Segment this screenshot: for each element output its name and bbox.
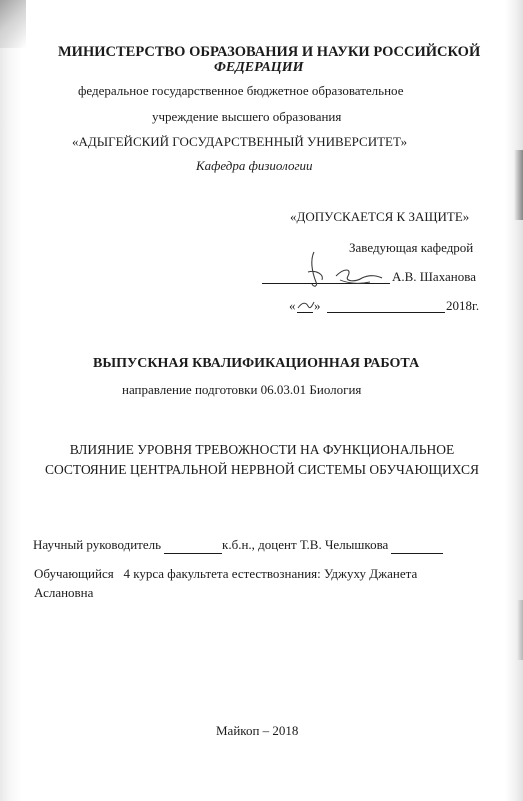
date-day-line [297, 312, 313, 313]
date-year: 2018г. [446, 298, 480, 313]
supervisor-trailing-line [391, 537, 443, 554]
ministry-line-1: МИНИСТЕРСТВО ОБРАЗОВАНИЯ И НАУКИ РОССИЙСКОЙ [58, 44, 481, 60]
supervisor-value: к.б.н., доцент Т.В. Челышкова [222, 537, 389, 552]
thesis-topic: ВЛИЯНИЕ УРОВНЯ ТРЕВОЖНОСТИ НА ФУНКЦИОНАЛЬНОЕ СОСТОЯНИЕ ЦЕНТРАЛЬНОЙ НЕРВНОЙ СИСТЕМЫ ОБУЧАЮЩИХСЯ [44, 442, 480, 477]
institution-type-line-1: федеральное государственное бюджетное образовательное [78, 83, 404, 98]
university-name: «АДЫГЕЙСКИЙ ГОСУДАРСТВЕННЫЙ УНИВЕРСИТЕТ» [72, 134, 408, 149]
ministry-line-2: ФЕДЕРАЦИИ [214, 60, 304, 75]
scan-shadow-top-left [0, 0, 26, 48]
supervisor-label: Научный руководитель [33, 537, 162, 552]
work-title: ВЫПУСКНАЯ КВАЛИФИКАЦИОННАЯ РАБОТА [93, 356, 420, 371]
city-year: Майкоп – 2018 [216, 723, 299, 738]
supervisor-line [33, 537, 443, 554]
handwritten-day-mark [296, 298, 316, 312]
supervisor-signature-line [164, 537, 222, 554]
admission-stamp: «ДОПУСКАЕТСЯ К ЗАЩИТЕ» [290, 209, 470, 224]
date-month-line [327, 312, 445, 313]
student-line-1: Обучающийся 4 курса факультета естествознания: Уджуху Джанета [34, 566, 418, 581]
handwritten-signature [300, 246, 386, 290]
study-direction: направление подготовки 06.03.01 Биология [122, 382, 362, 397]
head-of-department-title: Заведующая кафедрой [349, 240, 474, 255]
department-name: Кафедра физиологии [196, 158, 313, 173]
scan-shadow-right [514, 150, 523, 220]
scan-shadow-right-lower [517, 600, 523, 660]
institution-type-line-2: учреждение высшего образования [152, 109, 342, 124]
date-close-quote: » [314, 298, 321, 313]
head-name: А.В. Шаханова [392, 269, 476, 284]
date-open-quote: « [289, 298, 296, 313]
student-line-2: Аслановна [34, 585, 94, 600]
